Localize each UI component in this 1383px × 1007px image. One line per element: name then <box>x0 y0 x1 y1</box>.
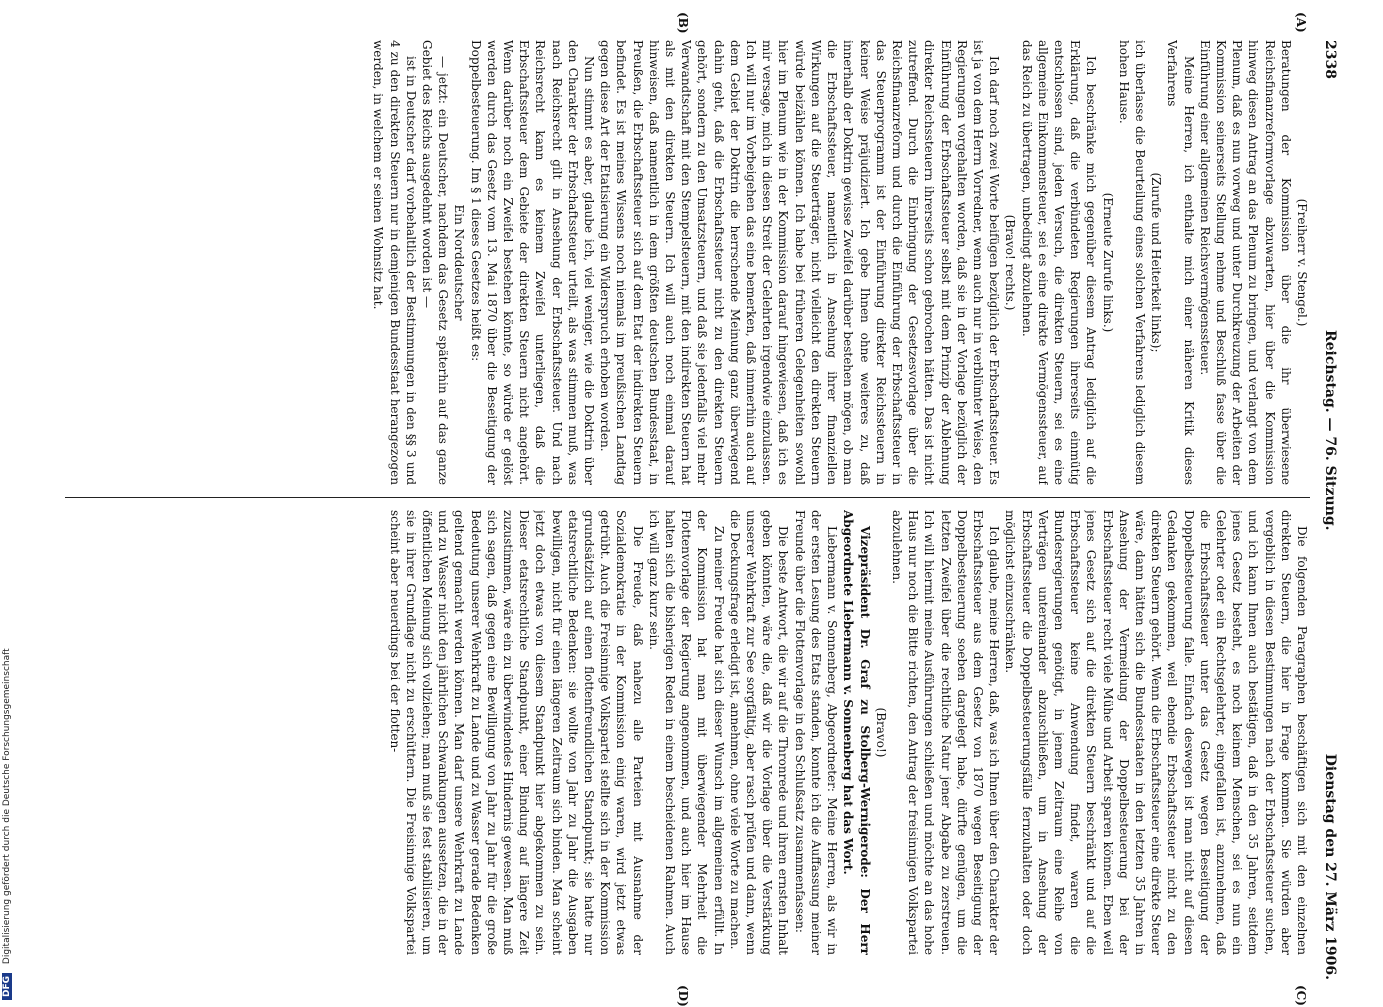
dfg-logo: DFG <box>2 973 12 1000</box>
interjection: (Bravo! rechts.) <box>1003 214 1018 311</box>
left-column <box>70 40 1310 485</box>
column-divider <box>65 497 1310 498</box>
paragraph: ich überlasse die Beurteilung eines solchen Verfahrens lediglich diesem hohen Hause. <box>1116 40 1147 485</box>
quote: Die beste Antwort, die wir auf die Thronrede und ihren ernsten Inhalt geben könnten, wäre die, daß wir die Vorlage über die Verstärkung unserer Wehrkraft zur See sorgfältig, aber rasch prüfen und dann, wenn die Deckungsfrage erledigt ist, annehmen, ohne viele Worte zu machen. <box>727 510 791 955</box>
page-title: Reichstag. — 76. Sitzung. <box>1322 330 1338 531</box>
digitization-text: Digitalisierung gefördert durch die Deutsche Forschungsgemeinschaft <box>2 648 12 965</box>
paragraph: Ich beschränke mich gegenüber diesem Antrag lediglich auf die Erklärung, daß die verbündeten Regierungen ihrerseits einmütig entschlossen sind, jeden Versuch, die direkten Steuern, sei es eine allgemeine Einkommensteuer, sei es eine direkte Vermögenssteuer, auf das Reich zu übertragen, unbedingt abzulehnen. <box>1019 40 1099 485</box>
paragraph: Die Freude, daß nahezu alle Parteien mit Ausnahme der Sozialdemokratie in der Kommission einig waren, wird jetzt etwas getrübt. Auch die Freisinnige Volkspartei stellte sich in der Kommission grundsätzlich auf einen flottenfreundlichen Standpunkt; sie hatte nur etatsrechtliche Bedenken: sie wollte von Jahr zu Jahr die Ausgaben bewilligen, nicht für einen längeren Zeitraum sich binden. Man scheint jetzt doch etwas von diesem Standpunkt hier abgekommen zu sein. Dieser etatsrechtliche Standpunkt, einer Bindung auf längere Zeit zuzustimmen, wäre ein zu überwindendes Hindernis gewesen. Man muß sich sagen, daß gegen eine Bewilligung von Jahr zu Jahr für die große Bedeutung unserer Wehrkraft zu Lande und zu Wasser gerade Bedenken geltend gemacht werden können. Man darf unsere Wehrkraft zu Lande und zu Wasser nicht den jährlichen Schwankungen aussetzen, die in der öffentlichen Meinung sich vollziehen; man muß sie fest stabilisieren, um sie in ihrer Grundlage nicht zu erschüttern. Die Freisinnige Volkspartei scheint aber neuerdings bei der flotten- <box>387 510 645 955</box>
margin-marker-b: (B) <box>676 12 690 34</box>
margin-marker-d: (D) <box>676 985 690 1007</box>
interjection: (Erneute Zurufe links.) <box>1100 192 1115 333</box>
paragraph: Ich darf noch zwei Worte beifügen bezüglich der Erbschaftssteuer. Es ist ja von dem Herrn Vorredner, wenn auch nur in verblümter Weise, den Regierungen vorgehalten worden, daß sie in der Vorlage bezüglich der Einführung der Erbschaftssteuer selbst mit dem Prinzip der Ablehnung direkter Reichssteuern ihrerseits schon gebrochen hätten. Das ist nicht zutreffend. Durch die Einbringung der Gesetzesvorlage über die Reichsfinanzreform und durch die Einführung der Erbschaftssteuer in das Steuerprogramm ist der Einführung direkter Reichssteuern in keiner Weise präjudiziert. Ich gebe Ihnen ohne weiteres zu, daß innerhalb der Doktrin gewisse Zweifel darüber bestehen mögen, ob man die Erbschaftssteuer, namentlich in Ansehung ihrer finanziellen Wirkungen auf die Steuerträger, nicht vielleicht den direkten Steuern würde beizählen können. Ich habe bei früheren Gelegenheiten sowohl hier im Plenum wie in der Kommission darauf hingewiesen, daß ich es mir versage, mich in diesen Streit der Gelehrten irgendwie einzulassen. Ich will nur im Vorbeigehen das eine bemerken, daß immerhin auch auf dem Gebiet der Doktrin die herrschende Meinung ganz überwiegend dahin geht, daß die Erbschaftssteuer nicht zu den direkten Steuern gehört, sondern zu den Umsatzsteuern, und daß sie jedenfalls viel mehr Verwandtschaft mit den Stempelsteuern, mit den indirekten Steuern hat als mit den direkten Steuern. Ich will auch noch einmal darauf hinweisen, daß namentlich in dem größten deutschen Bundesstaat, in Preußen, die Erbschaftssteuer sich auf dem Etat der indirekten Steuern befindet. Es ist meines Wissens noch niemals im preußischen Landtag gegen diese Art der Etatisierung ein Widerspruch erhoben worden. <box>598 40 1002 485</box>
paragraph: Liebermann v. Sonnenberg, Abgeordneter: Meine Herren, als wir in der ersten Lesung des Etats standen, konnte ich die Auffassung meiner Freunde über die Flottenvorlage in den Schlußsatz zusammenfassen: <box>792 510 840 955</box>
page-header <box>1314 40 1340 980</box>
right-column <box>70 510 1310 955</box>
margin-marker-a: (A) <box>1294 12 1308 33</box>
speaker-note: (Freiherr v. Stengel.) <box>1295 198 1309 327</box>
quote: ist in Deutscher darf vorbehaltlich der Bestimmungen in den §§ 3 und 4 zu den direkten Steuern nur in demjenigen Bundesstaat herangezogen werden, in welchem er seinen Wohnsitz hat. <box>371 40 418 485</box>
session-date: Dienstag den 27. März 1906. <box>1322 753 1338 980</box>
paragraph: Vizepräsident Dr. Graf zu Stolberg-Wernigerode: Der Herr Abgeordnete Liebermann v. Sonnenberg hat das Wort. <box>841 510 872 955</box>
interjection: (Zurufe und Heiterkeit links); <box>1149 172 1164 353</box>
paragraph: Nun stimmt es aber, glaube ich, viel weniger, wie die Doktrin über den Charakter der Erbschaftssteuer urteilt, als was stimmen muß, was nach Reichsrecht gilt in Ansehung der Erbschaftssteuer. Und nach Reichsrecht kann es keinem Zweifel unterliegen, daß die Erbschaftssteuer dem Gebiete der direkten Steuern nicht angehört. Wenn darüber noch ein Zweifel bestehen könnte, so würde er gelöst werden durch das Gesetz vom 13. Mai 1870 über die Beseitigung der Doppelbesteuerung. Im § 1 dieses Gesetzes heißt es: <box>468 40 597 485</box>
quote: Ein Norddeutscher <box>452 204 467 321</box>
page-number: 2338 <box>1322 40 1338 79</box>
paragraph: — jetzt: ein Deutscher, nachdem das Gesetz späterhin auf das ganze Gebiet des Reichs ausgedehnt worden ist — <box>420 40 451 485</box>
paragraph: Zu meiner Freude hat sich dieser Wunsch im allgemeinen erfüllt. In der Kommission hat man mit überwiegender Mehrheit die Flottenvorlage der Regierung angenommen, und auch hier im Hause halten sich die bisherigen Reden in einem bescheidenen Rahmen. Auch ich will ganz kurz sein. <box>646 510 726 955</box>
margin-marker-c: (C) <box>1294 985 1308 1006</box>
paragraph: Ich glaube, meine Herren, daß, was ich Ihnen über den Charakter der Erbschaftssteuer aus dem Gesetz von 1870 wegen Beseitigung der Doppelbesteuerung soeben dargelegt habe, dürfte genügen, um die letzten Zweifel über die rechtliche Natur jener Abgabe zu zerstreuen. Ich will hiermit meine Ausführungen schließen und möchte an das hohe Haus nur noch die Bitte richten, den Antrag der freisinnigen Volkspartei abzulehnen. <box>889 510 1002 955</box>
interjection: (Bravo!) <box>873 707 888 758</box>
digitization-note <box>2 40 12 1000</box>
rotated-page <box>55 12 1340 1007</box>
paragraph: Meine Herren, ich enthalte mich einer näheren Kritik dieses Verfahrens <box>1165 40 1196 485</box>
paragraph: Die folgenden Paragraphen beschäftigen sich mit den einzelnen direkten Steuern, die hier in Frage kommen. Sie würden aber vergeblich in diesen Bestimmungen nach der Erbschaftssteuer suchen, und ich kann Ihnen auch bestätigen, daß in den 35 Jahren, seitdem jenes Gesetz besteht, es noch keinem Menschen, sei es nun ein Gelehrter oder ein Rechtsgelehrter, eingefallen ist, anzunehmen, daß die Erbschaftssteuer unter das Gesetz wegen Beseitigung der Doppelbesteuerung falle. Einfach deswegen ist man nicht auf diesen Gedanken gekommen, weil ebendie Erbschaftssteuer nicht zu den direkten Steuern gehört. Wenn die Erbschaftssteuer eine direkte Steuer wäre, dann hätten sich die Bundesstaaten in den letzten 35 Jahren in Ansehung der Vermeidung der Doppelbesteuerung bei der Erbschaftssteuer recht viele Mühe und Arbeit sparen können. Eben weil jenes Gesetz sich auf die direkten Steuern beschränkt und auf die Erbschaftssteuer keine Anwendung findet, waren die Bundesregierungen genötigt, in jenem Zeitraum eine Reihe von Verträgen untereinander abzuschließen, um in Ansehung der Erbschaftssteuer die Doppelbesteuerungsfälle fernzuhalten oder doch möglichst einzuschränken. <box>1003 510 1309 955</box>
paragraph: Beratungen der Kommission über die ihr überwiesene Reichsfinanzreformvorlage abzuwarten, hier über die Kommission hinweg diesen Antrag an das Plenum zu bringen, und verlangt von dem Plenum, daß es nun vorweg und unter Durchkreuzung der Arbeiten der Kommission seinerseits Stellung nehme und Beschluß fasse über die Einführung einer allgemeinen Reichsvermögenssteuer. <box>1197 40 1293 485</box>
